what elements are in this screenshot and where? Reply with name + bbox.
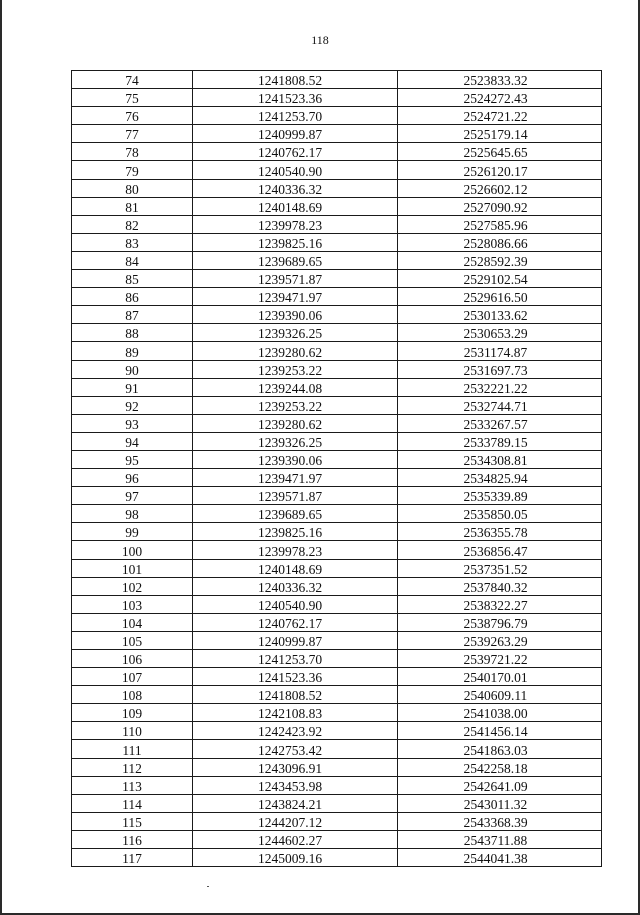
y-coordinate-cell: 2525179.14 — [398, 125, 602, 143]
table-row — [72, 740, 602, 758]
point-number-cell: 86 — [72, 288, 193, 306]
y-coordinate-cell: 2536856.47 — [398, 541, 602, 559]
x-coordinate-cell: 1239390.06 — [193, 306, 398, 324]
point-number-cell: 115 — [72, 812, 193, 830]
y-coordinate-cell: 2530653.29 — [398, 324, 602, 342]
x-coordinate-cell: 1241808.52 — [193, 686, 398, 704]
point-number-cell: 83 — [72, 233, 193, 251]
y-coordinate-cell: 2536355.78 — [398, 523, 602, 541]
x-coordinate-cell: 1239326.25 — [193, 324, 398, 342]
x-coordinate-cell: 1239471.97 — [193, 288, 398, 306]
table-row — [72, 215, 602, 233]
point-number-cell: 90 — [72, 360, 193, 378]
y-coordinate-cell: 2543711.88 — [398, 830, 602, 848]
x-coordinate-cell: 1239689.65 — [193, 251, 398, 269]
y-coordinate-cell: 2541863.03 — [398, 740, 602, 758]
x-coordinate-cell: 1240336.32 — [193, 577, 398, 595]
y-coordinate-cell: 2526602.12 — [398, 179, 602, 197]
y-coordinate-cell: 2529616.50 — [398, 288, 602, 306]
point-number-cell: 76 — [72, 107, 193, 125]
table-row — [72, 830, 602, 848]
x-coordinate-cell: 1239571.87 — [193, 270, 398, 288]
table-row — [72, 559, 602, 577]
point-number-cell: 95 — [72, 450, 193, 468]
table-row — [72, 342, 602, 360]
table-row — [72, 251, 602, 269]
point-number-cell: 82 — [72, 215, 193, 233]
table-row — [72, 650, 602, 668]
point-number-cell: 114 — [72, 794, 193, 812]
y-coordinate-cell: 2533267.57 — [398, 414, 602, 432]
x-coordinate-cell: 1242423.92 — [193, 722, 398, 740]
y-coordinate-cell: 2542641.09 — [398, 776, 602, 794]
y-coordinate-cell: 2541456.14 — [398, 722, 602, 740]
point-number-cell: 77 — [72, 125, 193, 143]
table-row — [72, 704, 602, 722]
x-coordinate-cell: 1244207.12 — [193, 812, 398, 830]
x-coordinate-cell: 1244602.27 — [193, 830, 398, 848]
point-number-cell: 108 — [72, 686, 193, 704]
point-number-cell: 85 — [72, 270, 193, 288]
point-number-cell: 87 — [72, 306, 193, 324]
y-coordinate-cell: 2532221.22 — [398, 378, 602, 396]
scan-speck — [207, 886, 209, 887]
x-coordinate-cell: 1239689.65 — [193, 505, 398, 523]
y-coordinate-cell: 2541038.00 — [398, 704, 602, 722]
y-coordinate-cell: 2539263.29 — [398, 631, 602, 649]
x-coordinate-cell: 1243096.91 — [193, 758, 398, 776]
table-row — [72, 487, 602, 505]
point-number-cell: 113 — [72, 776, 193, 794]
x-coordinate-cell: 1245009.16 — [193, 849, 398, 867]
x-coordinate-cell: 1243824.21 — [193, 794, 398, 812]
point-number-cell: 107 — [72, 668, 193, 686]
x-coordinate-cell: 1239244.08 — [193, 378, 398, 396]
point-number-cell: 84 — [72, 251, 193, 269]
y-coordinate-cell: 2534825.94 — [398, 469, 602, 487]
point-number-cell: 97 — [72, 487, 193, 505]
table-row — [72, 360, 602, 378]
table-row — [72, 595, 602, 613]
y-coordinate-cell: 2542258.18 — [398, 758, 602, 776]
x-coordinate-cell: 1241523.36 — [193, 89, 398, 107]
x-coordinate-cell: 1241253.70 — [193, 107, 398, 125]
point-number-cell: 110 — [72, 722, 193, 740]
x-coordinate-cell: 1239253.22 — [193, 396, 398, 414]
table-row — [72, 378, 602, 396]
table-row — [72, 668, 602, 686]
x-coordinate-cell: 1239280.62 — [193, 414, 398, 432]
table-row — [72, 107, 602, 125]
y-coordinate-cell: 2534308.81 — [398, 450, 602, 468]
x-coordinate-cell: 1239571.87 — [193, 487, 398, 505]
x-coordinate-cell: 1240762.17 — [193, 143, 398, 161]
x-coordinate-cell: 1240540.90 — [193, 161, 398, 179]
table-row — [72, 414, 602, 432]
table-row — [72, 432, 602, 450]
point-number-cell: 79 — [72, 161, 193, 179]
x-coordinate-cell: 1240540.90 — [193, 595, 398, 613]
table-row — [72, 776, 602, 794]
y-coordinate-cell: 2530133.62 — [398, 306, 602, 324]
point-number-cell: 89 — [72, 342, 193, 360]
coordinates-table — [71, 70, 602, 867]
table-row — [72, 794, 602, 812]
point-number-cell: 109 — [72, 704, 193, 722]
point-number-cell: 103 — [72, 595, 193, 613]
y-coordinate-cell: 2543368.39 — [398, 812, 602, 830]
point-number-cell: 100 — [72, 541, 193, 559]
table-row — [72, 758, 602, 776]
table-row — [72, 450, 602, 468]
point-number-cell: 112 — [72, 758, 193, 776]
point-number-cell: 116 — [72, 830, 193, 848]
point-number-cell: 102 — [72, 577, 193, 595]
x-coordinate-cell: 1242108.83 — [193, 704, 398, 722]
y-coordinate-cell: 2524721.22 — [398, 107, 602, 125]
table-row — [72, 89, 602, 107]
table-row — [72, 505, 602, 523]
x-coordinate-cell: 1240336.32 — [193, 179, 398, 197]
table-row — [72, 469, 602, 487]
table-row — [72, 233, 602, 251]
point-number-cell: 104 — [72, 613, 193, 631]
x-coordinate-cell: 1241253.70 — [193, 650, 398, 668]
table-row — [72, 125, 602, 143]
point-number-cell: 74 — [72, 71, 193, 89]
x-coordinate-cell: 1239390.06 — [193, 450, 398, 468]
x-coordinate-cell: 1240148.69 — [193, 559, 398, 577]
y-coordinate-cell: 2531697.73 — [398, 360, 602, 378]
table-row — [72, 288, 602, 306]
x-coordinate-cell: 1240148.69 — [193, 197, 398, 215]
y-coordinate-cell: 2529102.54 — [398, 270, 602, 288]
y-coordinate-cell: 2531174.87 — [398, 342, 602, 360]
table-row — [72, 306, 602, 324]
table-row — [72, 396, 602, 414]
point-number-cell: 91 — [72, 378, 193, 396]
table-row — [72, 161, 602, 179]
x-coordinate-cell: 1239280.62 — [193, 342, 398, 360]
table-row — [72, 722, 602, 740]
y-coordinate-cell: 2527090.92 — [398, 197, 602, 215]
table-row — [72, 324, 602, 342]
point-number-cell: 96 — [72, 469, 193, 487]
point-number-cell: 75 — [72, 89, 193, 107]
table-row — [72, 631, 602, 649]
point-number-cell: 81 — [72, 197, 193, 215]
x-coordinate-cell: 1242753.42 — [193, 740, 398, 758]
y-coordinate-cell: 2524272.43 — [398, 89, 602, 107]
x-coordinate-cell: 1239825.16 — [193, 523, 398, 541]
table-row — [72, 71, 602, 89]
point-number-cell: 117 — [72, 849, 193, 867]
page-edge-left — [0, 0, 2, 915]
table-row — [72, 143, 602, 161]
table-row — [72, 523, 602, 541]
table-row — [72, 179, 602, 197]
x-coordinate-cell: 1243453.98 — [193, 776, 398, 794]
y-coordinate-cell: 2527585.96 — [398, 215, 602, 233]
coordinates-table-body — [72, 71, 602, 867]
point-number-cell: 93 — [72, 414, 193, 432]
point-number-cell: 98 — [72, 505, 193, 523]
x-coordinate-cell: 1239978.23 — [193, 541, 398, 559]
x-coordinate-cell: 1241808.52 — [193, 71, 398, 89]
x-coordinate-cell: 1239471.97 — [193, 469, 398, 487]
y-coordinate-cell: 2538796.79 — [398, 613, 602, 631]
y-coordinate-cell: 2523833.32 — [398, 71, 602, 89]
y-coordinate-cell: 2537351.52 — [398, 559, 602, 577]
y-coordinate-cell: 2526120.17 — [398, 161, 602, 179]
table-row — [72, 577, 602, 595]
table-row — [72, 812, 602, 830]
page-number: 118 — [311, 33, 329, 47]
x-coordinate-cell: 1239978.23 — [193, 215, 398, 233]
y-coordinate-cell: 2537840.32 — [398, 577, 602, 595]
table-row — [72, 686, 602, 704]
y-coordinate-cell: 2540609.11 — [398, 686, 602, 704]
point-number-cell: 101 — [72, 559, 193, 577]
table-row — [72, 270, 602, 288]
point-number-cell: 111 — [72, 740, 193, 758]
table-row — [72, 849, 602, 867]
y-coordinate-cell: 2538322.27 — [398, 595, 602, 613]
y-coordinate-cell: 2533789.15 — [398, 432, 602, 450]
point-number-cell: 92 — [72, 396, 193, 414]
point-number-cell: 88 — [72, 324, 193, 342]
y-coordinate-cell: 2528086.66 — [398, 233, 602, 251]
table-row — [72, 613, 602, 631]
y-coordinate-cell: 2528592.39 — [398, 251, 602, 269]
point-number-cell: 106 — [72, 650, 193, 668]
x-coordinate-cell: 1240999.87 — [193, 125, 398, 143]
table-row — [72, 541, 602, 559]
y-coordinate-cell: 2532744.71 — [398, 396, 602, 414]
y-coordinate-cell: 2544041.38 — [398, 849, 602, 867]
y-coordinate-cell: 2540170.01 — [398, 668, 602, 686]
x-coordinate-cell: 1240762.17 — [193, 613, 398, 631]
x-coordinate-cell: 1240999.87 — [193, 631, 398, 649]
x-coordinate-cell: 1239253.22 — [193, 360, 398, 378]
point-number-cell: 99 — [72, 523, 193, 541]
x-coordinate-cell: 1239326.25 — [193, 432, 398, 450]
y-coordinate-cell: 2535339.89 — [398, 487, 602, 505]
x-coordinate-cell: 1239825.16 — [193, 233, 398, 251]
point-number-cell: 94 — [72, 432, 193, 450]
y-coordinate-cell: 2525645.65 — [398, 143, 602, 161]
y-coordinate-cell: 2535850.05 — [398, 505, 602, 523]
point-number-cell: 80 — [72, 179, 193, 197]
x-coordinate-cell: 1241523.36 — [193, 668, 398, 686]
y-coordinate-cell: 2543011.32 — [398, 794, 602, 812]
y-coordinate-cell: 2539721.22 — [398, 650, 602, 668]
table-row — [72, 197, 602, 215]
point-number-cell: 105 — [72, 631, 193, 649]
point-number-cell: 78 — [72, 143, 193, 161]
